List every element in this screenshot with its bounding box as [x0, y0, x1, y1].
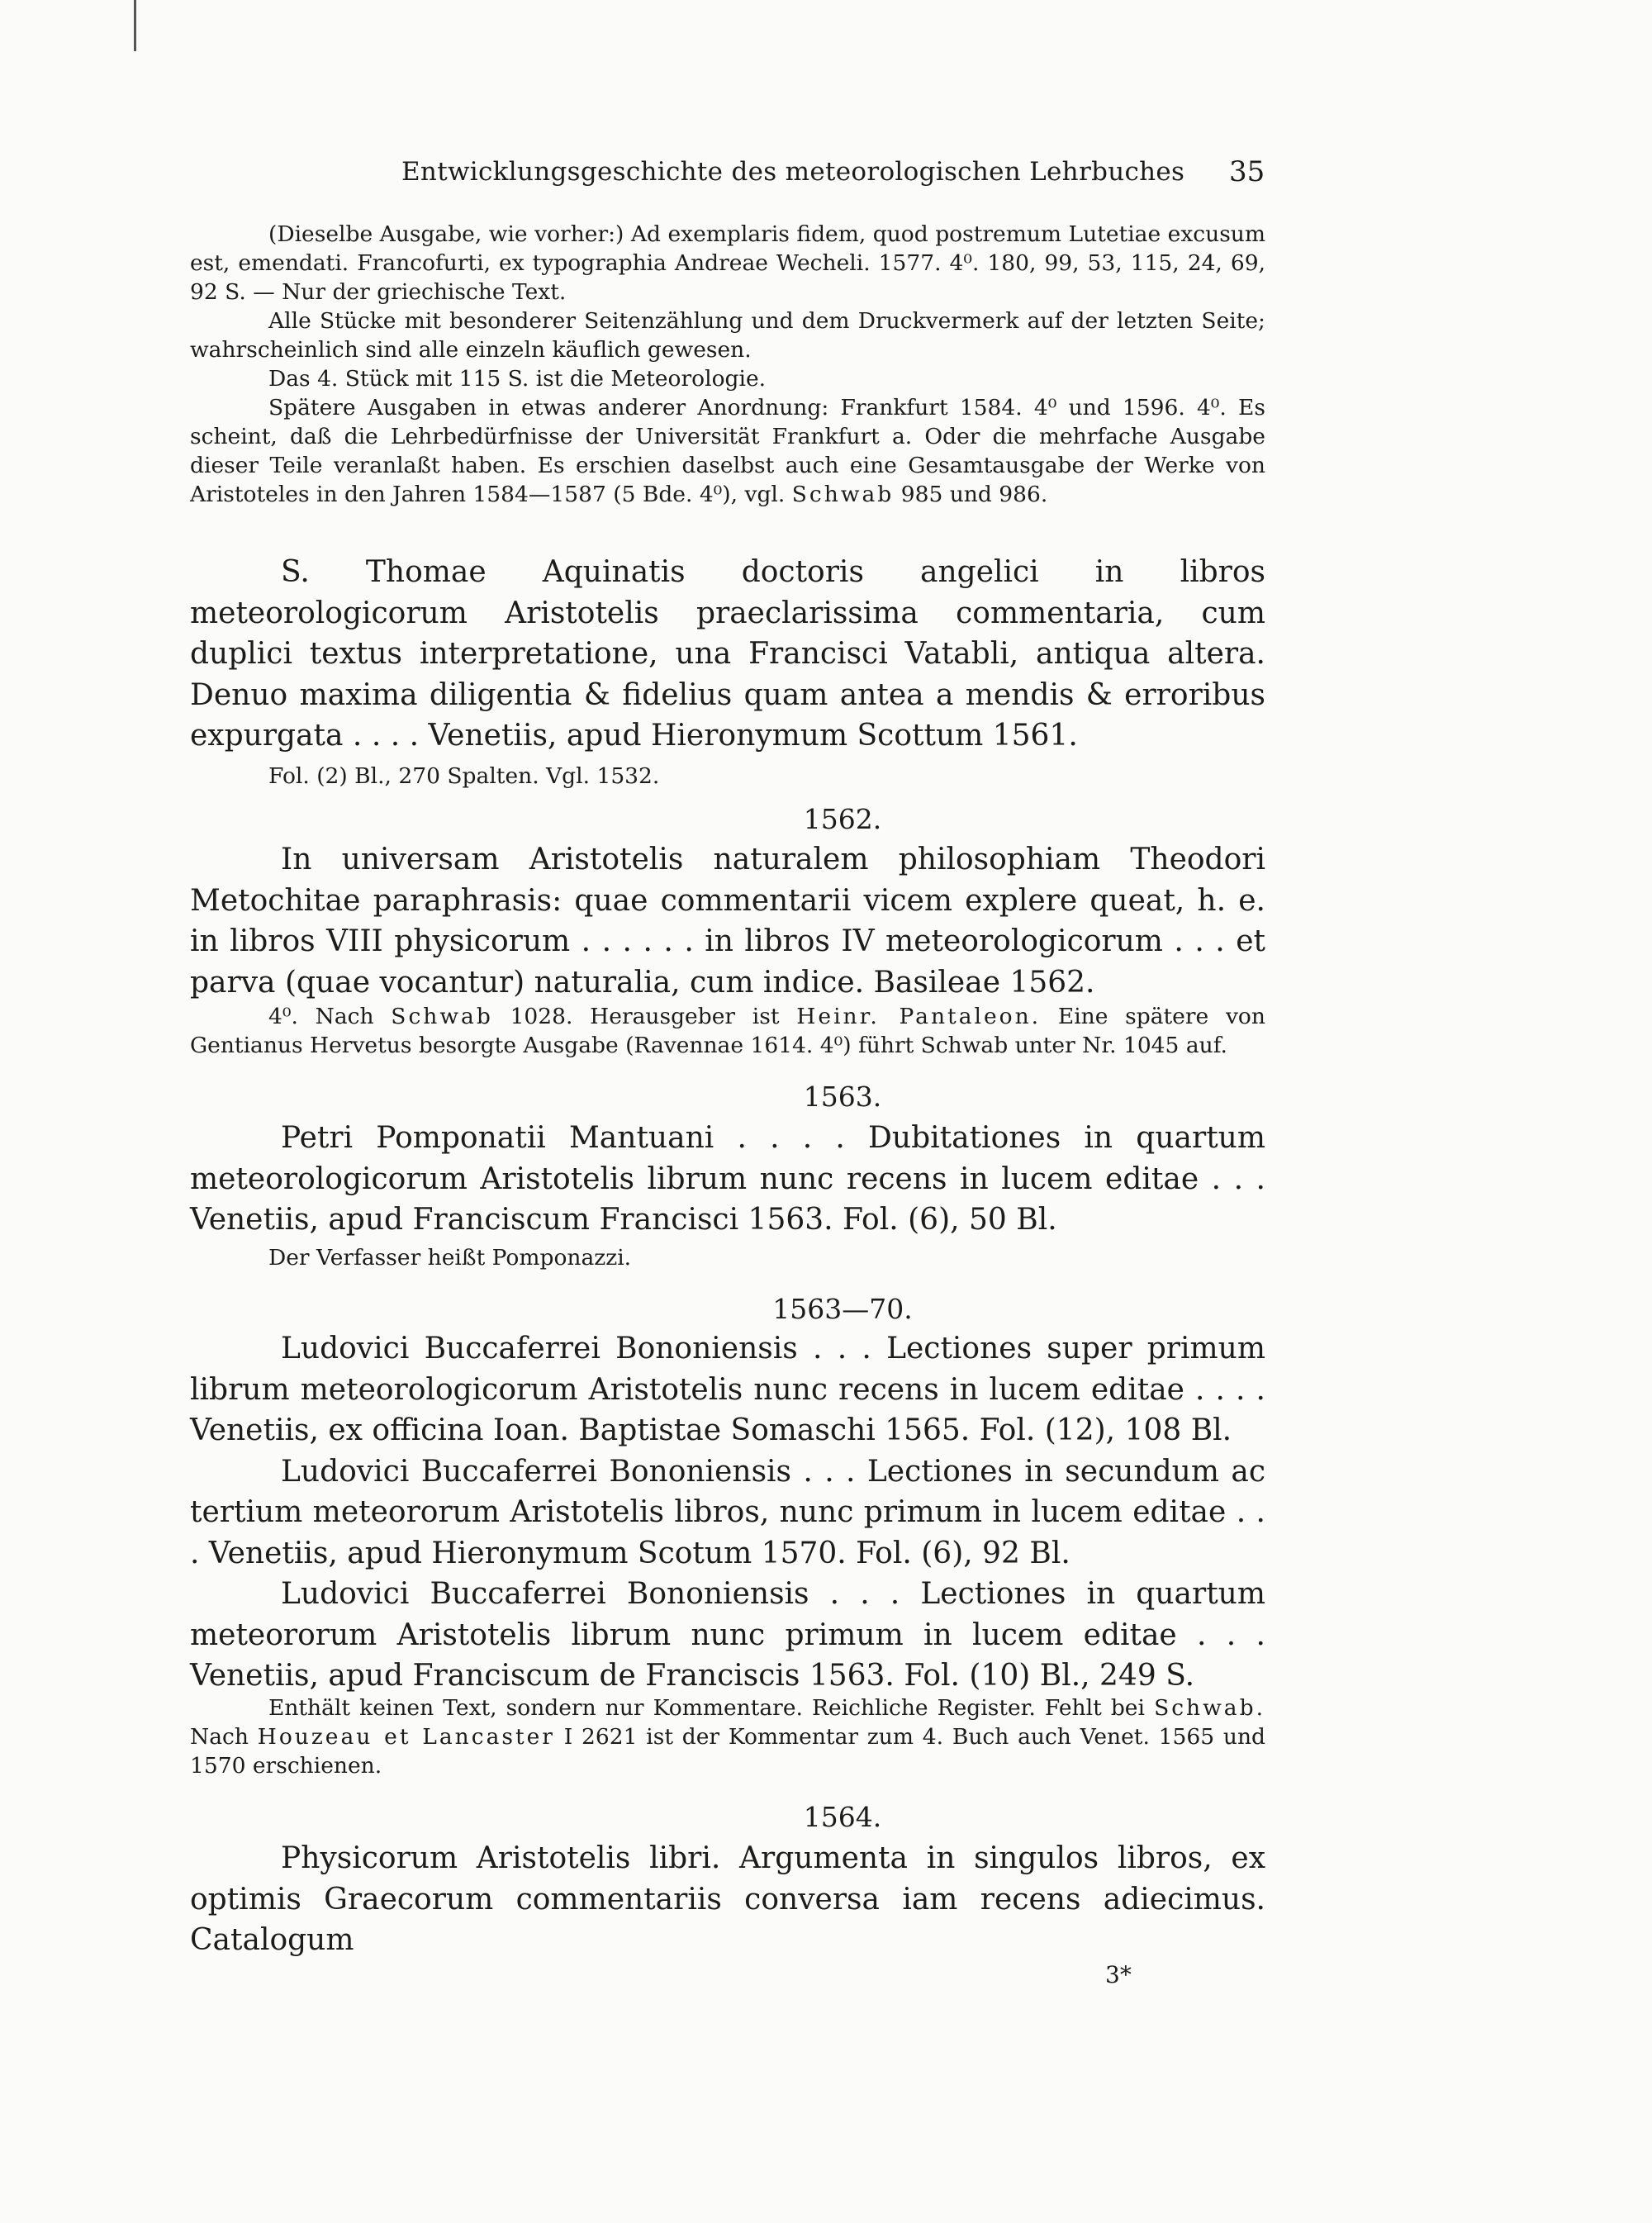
entry-text: Ludovici Buccaferrei Bononiensis . . . Lectiones super primum librum meteorologicorum Aristotelis nunc recens in lucem editae . . . . Venetiis, ex officina Ioan. Baptistae Somaschi 1565. Fol. (12), 108 Bl.	[190, 1332, 1265, 1447]
signature-mark: 3*	[1105, 1961, 1132, 1988]
note-paragraph	[190, 1693, 1265, 1780]
note-paragraph: Alle Stücke mit besonderer Seitenzählung und dem Druckvermerk auf der letzten Seite; wahrscheinlich sind alle einzeln käuflich gewesen.	[190, 308, 1265, 363]
entry-1562-note	[190, 1002, 1265, 1060]
margin-rule	[134, 0, 136, 51]
entry-text: Ludovici Buccaferrei Bononiensis . . . Lectiones in secundum ac tertium meteororum Aristotelis libros, nunc primum in lucem editae . . . Venetiis, apud Hieronymum Scotum 1570. Fol. (6), 92 Bl.	[190, 1454, 1265, 1570]
author-name: Schwab.	[1154, 1695, 1265, 1721]
note-paragraph: (Dieselbe Ausgabe, wie vorher:) Ad exemplaris fidem, quod postremum Lutetiae excusum est, emendati. Francofurti, ex typographia Andreae Wecheli. 1577. 4⁰. 180, 99, 53, 115, 24, 69, 92 S. — Nur der griechische Text.	[190, 221, 1265, 305]
author-name: Heinr. Pantaleon.	[796, 1004, 1042, 1029]
note-text: I 2621 ist der Kommentar zum 4. Buch auch Venet. 1565 und 1570 erschienen.	[190, 1724, 1265, 1779]
entry-text: Ludovici Buccaferrei Bononiensis . . . Lectiones in quartum meteororum Aristotelis librum nunc primum in lucem editae . . . Venetiis, apud Franciscum de Franciscis 1563. Fol. (10) Bl., 249 S.	[190, 1577, 1265, 1693]
author-name: Schwab	[791, 482, 895, 507]
author-name: Houzeau et Lancaster	[257, 1724, 555, 1750]
note-text: 1028. Herausgeber ist	[510, 1004, 780, 1029]
year-heading-1564: 1564.	[803, 1801, 882, 1833]
note-text: Eine spätere von Gentianus Hervetus besorgte Ausgabe (Ravennae 1614. 4⁰) führt Schwab unter Nr. 1045 auf.	[190, 1004, 1265, 1058]
entries-1563-70-note	[190, 1693, 1265, 1780]
notes-top	[190, 220, 1265, 509]
note-paragraph: Der Verfasser heißt Pomponazzi.	[268, 1245, 632, 1271]
note-text: Nach	[190, 1724, 249, 1750]
entries-1563-70	[190, 1328, 1265, 1697]
entry-text: In universam Aristotelis naturalem philosophiam Theodori Metochitae paraphrasis: quae commentarii vicem explere queat, h. e. in libros VIII physicorum . . . . . . in libros IV meteorologicorum . . . et parva (quae vocantur) naturalia, cum indice. Basileae 1562.	[190, 843, 1265, 1000]
author-name: Schwab	[391, 1004, 493, 1029]
entry-thomas-note	[190, 762, 1265, 791]
note-text: Enthält keinen Text, sondern nur Kommentare. Reichliche Register. Fehlt bei	[268, 1695, 1145, 1721]
note-paragraph	[190, 393, 1265, 509]
note-paragraph: Das 4. Stück mit 115 S. ist die Meteorologie.	[268, 366, 767, 392]
entry-text: Physicorum Aristotelis libri. Argumenta in singulos libros, ex optimis Graecorum commentariis conversa iam recens adiecimus. Catalogum	[190, 1841, 1265, 1957]
running-head: Entwicklungsgeschichte des meteorologischen Lehrbuches	[401, 157, 1185, 187]
entry-thomas	[190, 552, 1265, 757]
page-number: 35	[1229, 155, 1265, 188]
note-text: 985 und 986.	[900, 482, 1048, 507]
entry-1562	[190, 839, 1265, 1003]
entry-1563-note	[190, 1243, 1265, 1272]
note-paragraph: Fol. (2) Bl., 270 Spalten. Vgl. 1532.	[268, 763, 660, 789]
note-paragraph	[190, 1002, 1265, 1060]
entry-text: S. Thomae Aquinatis doctoris angelici in libros meteorologicorum Aristotelis praeclarissima commentaria, cum duplici textus interpretatione, una Francisci Vatabli, antiqua altera. Denuo maxima diligentia & fidelius quam antea a mendis & erroribus expurgata . . . . Venetiis, apud Hieronymum Scottum 1561.	[190, 555, 1265, 753]
year-heading-1562: 1562.	[803, 803, 882, 835]
entry-1563	[190, 1118, 1265, 1241]
year-heading-1563: 1563.	[803, 1081, 882, 1113]
year-heading-1563-70: 1563—70.	[772, 1293, 913, 1325]
note-text: 4⁰. Nach	[268, 1004, 374, 1029]
entry-1564	[190, 1838, 1265, 1961]
note-text: Spätere Ausgaben in etwas anderer Anordnung: Frankfurt 1584. 4⁰ und 1596. 4⁰. Es scheint, daß die Lehrbedürfnisse der Universität Frankfurt a. Oder die mehrfache Ausgabe dieser Teile veranlaßt haben. Es erschien daselbst auch eine Gesamtausgabe der Werke von Aristoteles in den Jahren 1584—1587 (5 Bde. 4⁰), vgl.	[190, 395, 1265, 507]
entry-text: Petri Pomponatii Mantuani . . . . Dubitationes in quartum meteorologicorum Aristotelis librum nunc recens in lucem editae . . . Venetiis, apud Franciscum Francisci 1563. Fol. (6), 50 Bl.	[190, 1121, 1265, 1237]
